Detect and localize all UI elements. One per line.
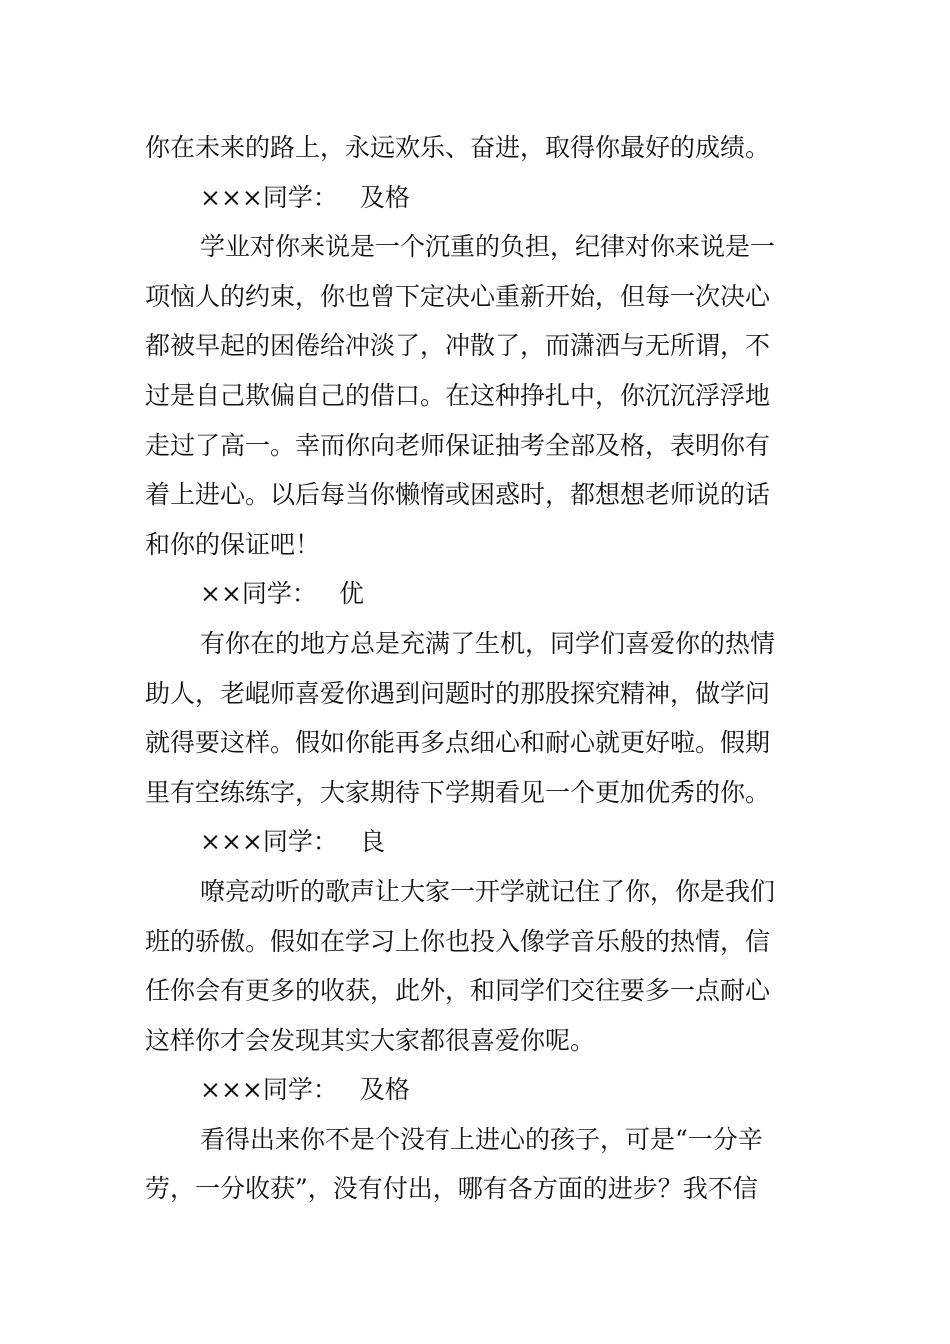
grade-label: 良	[359, 827, 385, 857]
text-line: 班的骄傲。假如在学习上你也投入像学音乐般的热情，信	[145, 926, 771, 956]
grade-label: 优	[338, 579, 364, 609]
text-line: 看得出来你不是个没有上进心的孩子，可是“一分辛	[200, 1124, 763, 1154]
text-line: 嘹亮动听的歌声让大家一开学就记住了你，你是我们	[200, 876, 776, 906]
text-line: 助人，老崐师喜爱你遇到问题时的那股探究精神，做学问	[145, 678, 771, 708]
text-line: 都被早起的困倦给冲淡了，冲散了，而潇洒与无所谓，不	[145, 331, 771, 361]
text-line: 着上进心。以后每当你懒惰或困惑时，都想想老师说的话	[145, 480, 771, 510]
student-name: ×××同学：	[200, 182, 338, 212]
text-line: 这样你才会发现其实大家都很喜爱你呢。	[145, 1025, 596, 1055]
student-heading	[145, 569, 809, 619]
text-line: 劳，一分收获”，没有付出，哪有各方面的进步？我不信	[145, 1174, 758, 1204]
text-line: 过是自己欺偏自己的借口。在这种挣扎中，你沉沉浮浮地	[145, 380, 771, 410]
grade-label: 及格	[359, 182, 410, 212]
text-line: 有你在的地方总是充满了生机，同学们喜爱你的热情	[200, 628, 776, 658]
text-line: 任你会有更多的收获，此外，和同学们交往要多一点耐心	[145, 976, 771, 1006]
text-line: 里有空练练字，大家期待下学期看见一个更加优秀的你。	[145, 777, 771, 807]
student-heading	[145, 817, 809, 867]
text-line: 你在未来的路上，永远欢乐、奋进，取得你最好的成绩。	[145, 133, 771, 162]
text-line: 就得要这样。假如你能再多点细心和耐心就更好啦。假期	[145, 728, 771, 758]
text-line: 项恼人的约束，你也曾下定决心重新开始，但每一次决心	[145, 281, 771, 311]
student-name: ×××同学：	[200, 1075, 338, 1105]
student-heading	[145, 173, 809, 223]
text-line: 和你的保证吧！	[145, 529, 321, 559]
student-heading	[145, 1065, 809, 1115]
student-name: ××同学：	[200, 579, 317, 609]
document-page	[145, 123, 809, 1214]
text-line: 学业对你来说是一个沉重的负担，纪律对你来说是一	[200, 232, 776, 262]
student-name: ×××同学：	[200, 827, 338, 857]
text-line: 走过了高一。幸而你向老师保证抽考全部及格，表明你有	[145, 430, 771, 460]
grade-label: 及格	[359, 1075, 410, 1105]
